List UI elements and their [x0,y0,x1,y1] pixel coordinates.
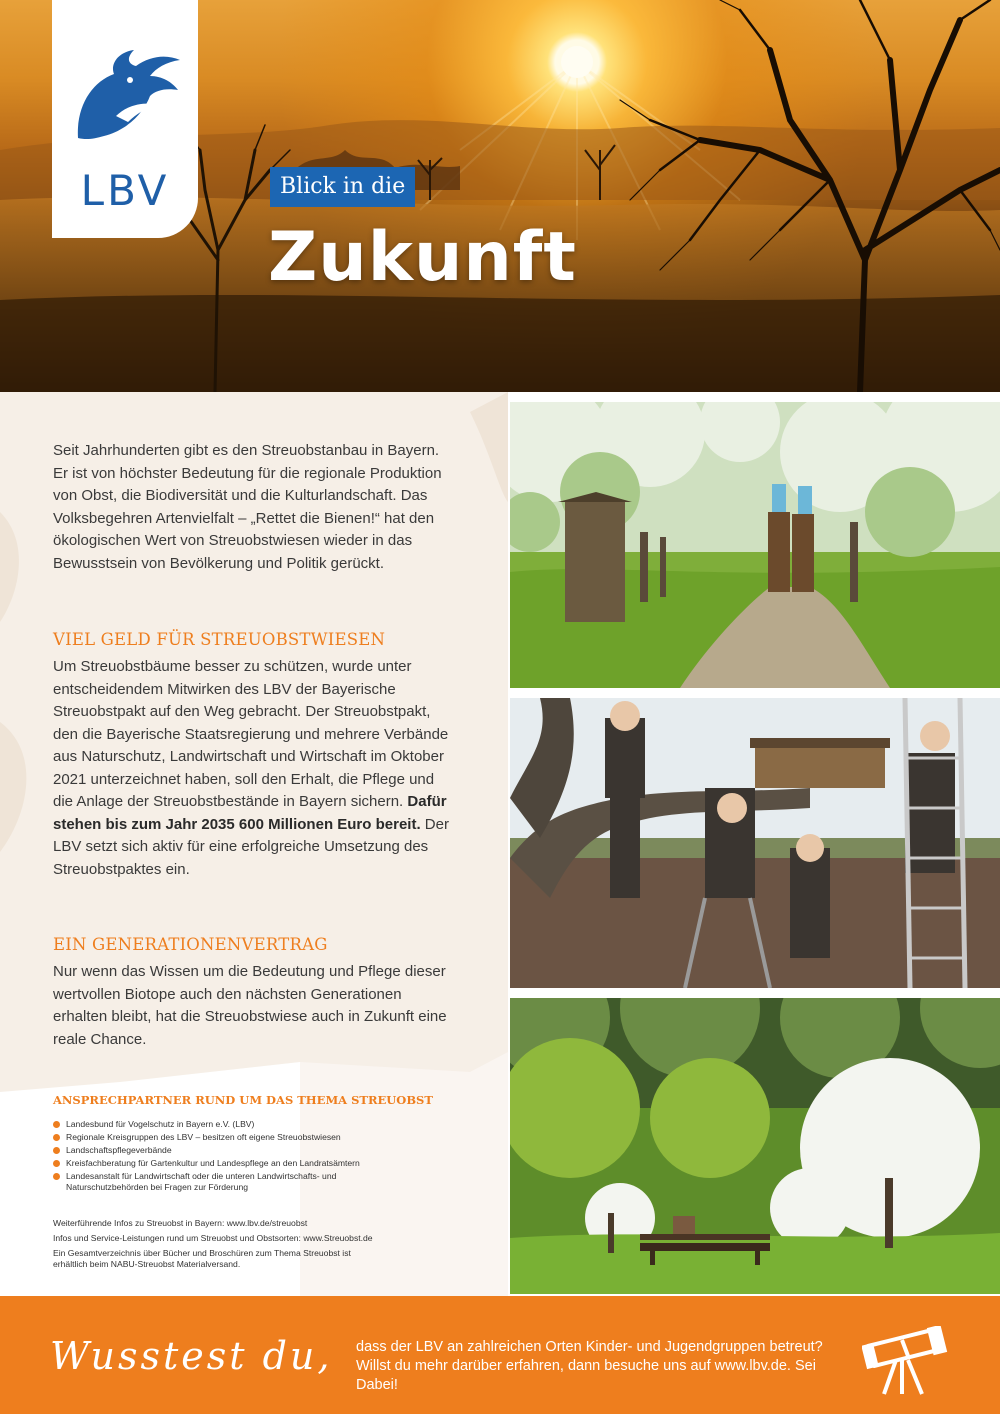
bullet-dot-icon [53,1173,60,1180]
bullet-dot-icon [53,1134,60,1141]
bullet-dot-icon [53,1121,60,1128]
list-item [53,1132,373,1143]
footer-banner [0,1296,1000,1414]
footer-script-heading: Wusstest du, [50,1334,333,1378]
footer-text: dass der LBV an zahlreichen Orten Kinder- und Jugendgruppen betreut? Willst du mehr darüber erfahren, dann besuche uns auf www.lbv.de. Sei Dabei! [356,1339,823,1393]
hero-title: Zukunft [268,218,577,297]
intro-paragraph: Seit Jahrhunderten gibt es den Streuobstanbau in Bayern. Er ist von höchster Bedeutung für die regionale Produktion von Obst, die Biodiversität und die Kulturlandschaft. Das Volksbegehren Artenvielfalt – „Rettet die Bienen!“ hat den ökologischen Wert von Streuobstwiesen wieder in das Bewusstsein von Bevölkerung und Politik gerückt. [53,442,442,572]
orchard-path-image [510,402,1000,688]
list-item [53,1119,373,1130]
further-info [53,1218,383,1274]
hero-banner [0,0,1000,392]
list-item [53,1171,373,1193]
contacts-list [53,1119,373,1195]
info-line-lbv[interactable]: Weiterführende Infos zu Streuobst in Bayern: www.lbv.de/streuobst [53,1218,308,1228]
photo-orchard-bench [510,998,1000,1294]
photo-children-birdhouse [510,698,1000,988]
list-item [53,1145,373,1156]
blossoming-orchard-image [510,998,1000,1294]
info-line-streuobst[interactable]: Infos und Service-Leistungen rund um Streuobst und Obstsorten: www.Streuobst.de [53,1233,373,1243]
contact-label: Landesanstalt für Landwirtschaft oder die unteren Landwirtschafts- und Naturschutzbehörden bei Fragen zur Förderung [66,1171,337,1192]
hero-kicker: Blick in die [270,167,415,207]
info-line-nabu: Ein Gesamtverzeichnis über Bücher und Broschüren zum Thema Streuobst ist erhältlich beim NABU-Streuobst Materialversand. [53,1248,351,1269]
contact-label: Kreisfachberatung für Gartenkultur und Landespflege an den Landratsämtern [66,1158,360,1168]
telescope-icon [862,1326,948,1396]
section-body-generationen: Nur wenn das Wissen um die Bedeutung und Pflege dieser wertvollen Biotope auch den nächsten Generationen erhalten bleibt, hat die Streuobstwiese auch in Zukunft eine reale Chance. [53,963,447,1048]
section-body-geld-part-b: Der LBV setzt sich aktiv für eine erfolgreiche Umsetzung des Streuobstpaktes ein. [53,815,449,878]
section-heading-generationen: EIN GENERATIONENVERTRAG [53,935,328,954]
section-body-geld-highlight: Dafür stehen bis zum Jahr 2035 600 Millionen Euro bereit. [53,793,447,833]
section-body-geld [53,656,453,881]
contacts-heading: ANSPRECHPARTNER RUND UM DAS THEMA STREUOBST [53,1093,433,1107]
contact-label: Regionale Kreisgruppen des LBV – besitzen oft eigene Streuobstwiesen [66,1132,341,1142]
contact-label: Landesbund für Vogelschutz in Bayern e.V. (LBV) [66,1119,255,1129]
lbv-logo[interactable] [52,0,198,238]
contact-label: Landschaftspflegeverbände [66,1145,172,1155]
section-body-geld-part-a: Um Streuobstbäume besser zu schützen, wurde unter entscheidendem Mitwirken des LBV der Bayerische Streuobstpakt auf den Weg gebracht. Der Streuobstpakt, den die Bayerische Staatsregierung und mehrere Verbände aus Naturschutz, Landwirtschaft und Wirtschaft im Oktober 2021 unterzeichnet haben, soll den Erhalt, die Pflege und die Anlage der Streuobstbestände in Bayern sichern. [53,658,449,810]
kingfisher-bird-icon [70,46,182,146]
children-nestbox-image [510,698,1000,988]
list-item [53,1158,373,1169]
text-column [0,392,508,1296]
section-heading-geld: VIEL GELD FÜR STREUOBSTWIESEN [53,630,386,649]
photo-riders-orchard [510,402,1000,688]
logo-wordmark: LBV [80,166,170,215]
bullet-dot-icon [53,1160,60,1167]
bullet-dot-icon [53,1147,60,1154]
